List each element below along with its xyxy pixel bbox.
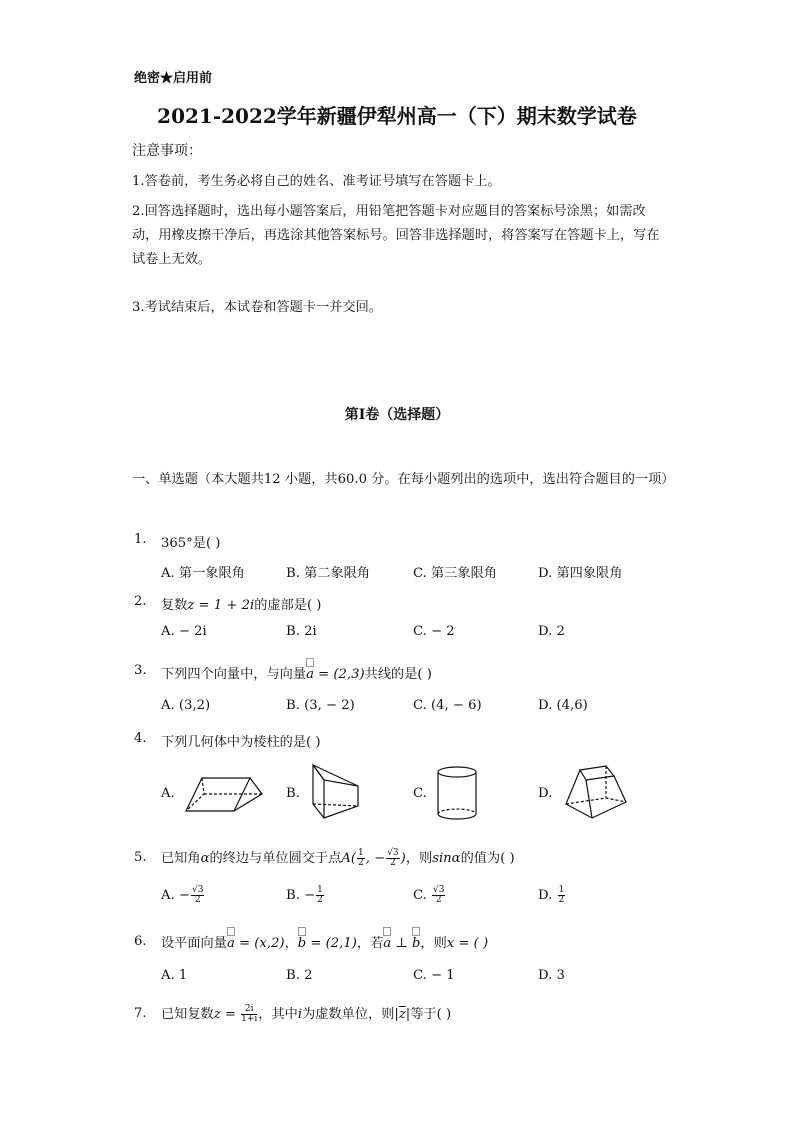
question-4-text: 下列几何体中为棱柱的是( ) xyxy=(161,735,321,750)
prism-figure-b xyxy=(306,762,362,822)
text: 为虚数单位，则 xyxy=(302,1007,395,1022)
option-label: B. xyxy=(286,888,300,903)
var: b xyxy=(411,936,421,951)
math-expr: sinα xyxy=(432,851,461,866)
var: a xyxy=(306,667,314,682)
denominator: 2 xyxy=(435,895,442,905)
var: a xyxy=(226,936,235,951)
numerator: 1 xyxy=(358,848,364,858)
point-label: A( xyxy=(341,851,357,866)
text: 共线的是( ) xyxy=(364,667,432,682)
denominator: 2 xyxy=(317,895,323,905)
vector-arrow-icon xyxy=(227,927,235,936)
note-item-3: 3.考试结束后，本试卷和答题卡一并交回。 xyxy=(132,300,382,315)
option-a xyxy=(161,886,205,905)
option-d: D. 2 xyxy=(538,624,565,639)
confidential-mark: 绝密★启用前 xyxy=(134,71,213,86)
notes-heading: 注意事项： xyxy=(132,143,202,159)
note-item-2: 2.回答选择题时，选出每小题答案后，用铅笔把答题卡对应题目的答案标号涂黑；如需改动，用橡皮擦干净后，再选涂其他答案标号。回答非选择题时，将答案写在答题卡上，写在试卷上无效。 xyxy=(132,204,660,267)
math-expr: , − xyxy=(365,851,386,866)
section-heading: 一、单选题（本大题共12 小题，共60.0 分。在每小题列出的选项中，选出符合题目的一项） xyxy=(132,472,675,487)
question-number: 3. xyxy=(134,663,147,678)
prism-figure-a xyxy=(182,772,266,816)
option-d xyxy=(538,886,566,905)
frustum-figure-d xyxy=(562,762,630,824)
numerator: 1 xyxy=(558,885,565,895)
math-expr: i xyxy=(297,1007,303,1022)
text: ，则 xyxy=(420,936,447,951)
math-expr: ) xyxy=(400,851,406,866)
option-a: A. − 2i xyxy=(161,624,207,639)
question-6-text xyxy=(161,932,488,951)
option-b: B. 第二象限角 xyxy=(286,566,371,581)
denominator: 2 xyxy=(358,858,364,868)
option-d: D. (4,6) xyxy=(538,698,588,713)
denominator: 2 xyxy=(194,895,201,905)
math-expr: = (x,2) xyxy=(234,936,285,951)
option-a: A. (3,2) xyxy=(161,698,211,713)
vector-a xyxy=(227,936,235,951)
var: b xyxy=(297,936,307,951)
numerator: 1 xyxy=(317,885,323,895)
numerator: √3 xyxy=(191,885,204,895)
option-b: B. 2 xyxy=(286,968,313,983)
denominator: 1+i xyxy=(241,1014,258,1024)
question-number: 4. xyxy=(134,731,147,746)
fraction xyxy=(316,886,324,905)
question-number: 6. xyxy=(134,934,147,949)
option-c: C. − 1 xyxy=(413,968,455,983)
question-5-text xyxy=(161,847,515,868)
text: ， xyxy=(284,936,298,951)
option-c: C. (4, − 6) xyxy=(413,698,482,713)
question-3-text xyxy=(161,663,432,682)
text: 的终边与单位圆交于点 xyxy=(209,851,342,866)
math-expr: = (2,3) xyxy=(313,667,365,682)
numerator: √3 xyxy=(387,848,399,858)
option-a: A. 第一象限角 xyxy=(161,566,245,581)
option-c: C. − 2 xyxy=(413,624,455,639)
text: 已知复数 xyxy=(161,1007,214,1022)
math-expr: = (2,1) xyxy=(306,936,357,951)
option-label: D. xyxy=(538,888,553,903)
option-a: A. 1 xyxy=(161,968,188,983)
question-number: 7. xyxy=(134,1006,147,1021)
denominator: 2 xyxy=(390,858,396,868)
math-expr: z = xyxy=(213,1007,241,1022)
option-b: B. 2i xyxy=(286,624,317,639)
abs-bar: | xyxy=(394,1007,399,1022)
fraction xyxy=(191,886,204,905)
text: |等于( ) xyxy=(405,1007,452,1022)
text: 的虚部是( ) xyxy=(254,598,322,613)
question-2-text xyxy=(161,594,321,613)
math-expr: x = ( ) xyxy=(446,936,489,951)
text: ，则 xyxy=(405,851,433,866)
vector-b xyxy=(412,936,420,951)
option-c xyxy=(413,886,446,905)
option-b: B. xyxy=(286,786,300,801)
conjugate-z: $\overline{z}$ xyxy=(398,1007,406,1022)
sign: − xyxy=(178,888,190,903)
fraction xyxy=(386,849,399,868)
var: a xyxy=(383,936,392,951)
option-a: A. xyxy=(161,786,175,801)
vector-arrow-icon xyxy=(298,927,306,936)
option-label: A. xyxy=(161,888,175,903)
question-number: 5. xyxy=(134,850,147,865)
text: 的值为( ) xyxy=(460,851,515,866)
option-c: C. 第三象限角 xyxy=(413,566,497,581)
math-expr: z = 1 + 2i xyxy=(187,598,255,613)
text: 设平面向量 xyxy=(161,936,227,951)
text: 复数 xyxy=(161,598,188,613)
fraction xyxy=(357,849,365,868)
cylinder-figure-c xyxy=(434,764,480,824)
numerator: 2i xyxy=(241,1005,257,1015)
sign: − xyxy=(304,888,316,903)
question-7-text xyxy=(161,1003,451,1024)
math-expr: ⊥ xyxy=(391,936,412,951)
fraction xyxy=(558,886,566,905)
fraction xyxy=(241,1005,257,1024)
text: 已知角 xyxy=(161,851,201,866)
fraction xyxy=(432,886,445,905)
alpha: α xyxy=(200,851,210,866)
vector-arrow-icon xyxy=(412,927,420,936)
question-1-text: 365°是( ) xyxy=(161,536,221,551)
denominator: 2 xyxy=(558,895,565,905)
option-d: D. 3 xyxy=(538,968,565,983)
question-number: 1. xyxy=(134,532,147,547)
text: ，若 xyxy=(356,936,384,951)
note-item-1: 1.答卷前，考生务必将自己的姓名、准考证号填写在答题卡上。 xyxy=(132,174,501,189)
option-d: D. 第四象限角 xyxy=(538,566,623,581)
question-number: 2. xyxy=(134,594,147,609)
text: 下列四个向量中，与向量 xyxy=(161,667,307,682)
part-heading: 第Ⅰ卷（选择题） xyxy=(344,407,450,423)
exam-title: 2021-2022学年新疆伊犁州高一（下）期末数学试卷 xyxy=(157,104,637,128)
option-label: C. xyxy=(413,888,427,903)
text: ，其中 xyxy=(258,1007,298,1022)
option-b: B. (3, − 2) xyxy=(286,698,355,713)
vector-b xyxy=(298,936,306,951)
vector-a xyxy=(306,667,314,682)
option-d: D. xyxy=(538,786,553,801)
option-c: C. xyxy=(413,786,427,801)
vector-arrow-icon xyxy=(383,927,391,936)
vector-arrow-icon xyxy=(306,658,314,667)
option-b xyxy=(286,886,325,905)
vector-a xyxy=(383,936,391,951)
numerator: √3 xyxy=(433,885,445,895)
